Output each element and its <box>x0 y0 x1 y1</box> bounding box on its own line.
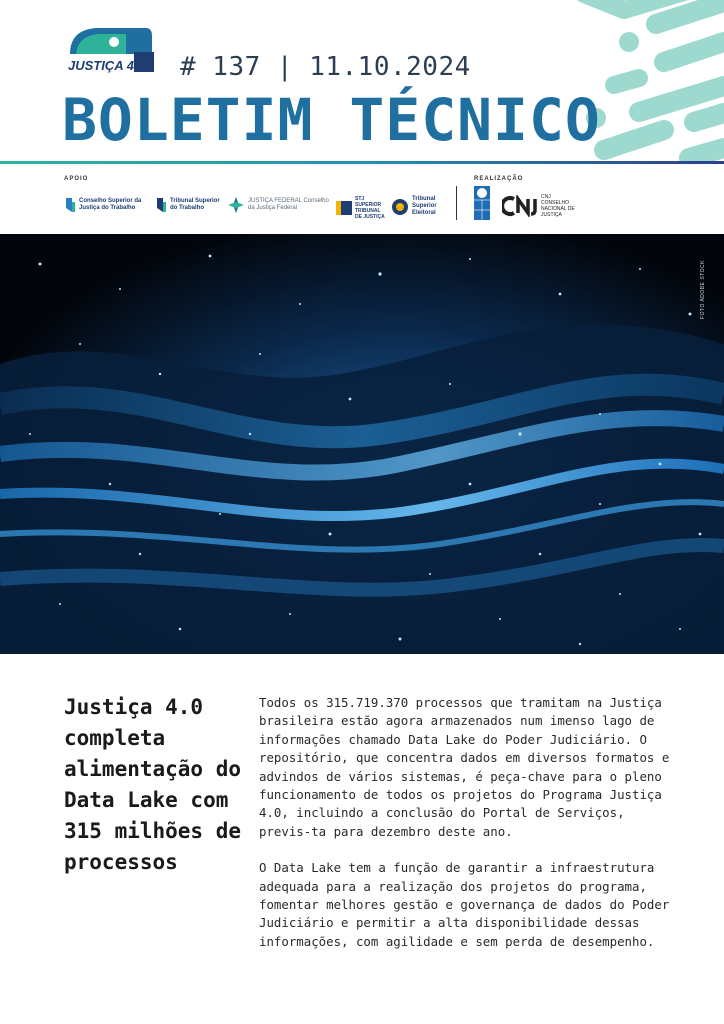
header <box>0 0 724 162</box>
pnud-logo-icon <box>474 186 490 220</box>
justica-logo <box>66 24 156 78</box>
sponsor-stj <box>336 196 386 220</box>
sponsors-bar <box>0 170 724 232</box>
sponsor-emblem-icon <box>336 199 352 217</box>
sponsor-tse <box>391 196 449 217</box>
logo-text: JUSTIÇA 4.0 <box>68 58 145 73</box>
cnj-logo-icon <box>502 195 538 217</box>
sponsor-label: Tribunal Superior do Trabalho <box>170 198 220 211</box>
article-body <box>259 694 683 969</box>
sponsor-emblem-icon <box>227 196 245 214</box>
sponsor-separator <box>456 186 457 220</box>
sponsor-cjf <box>227 196 331 214</box>
page-title: BOLETIM TÉCNICO <box>62 86 601 154</box>
realizacao-pnud <box>474 186 493 220</box>
hero-image <box>0 234 724 654</box>
sponsor-tst <box>155 196 227 214</box>
photo-credit: FOTO ADOBE STOCK <box>700 260 706 319</box>
realizacao-label: REALIZAÇÃO <box>474 176 524 182</box>
sponsor-label: STJ SUPERIOR TRIBUNAL DE JUSTIÇA <box>355 196 385 220</box>
sponsor-emblem-icon <box>155 196 167 214</box>
sponsor-label: JUSTIÇA FEDERAL Conselho da Justiça Federal <box>248 198 329 211</box>
sponsor-label: Conselho Superior da Justiça do Trabalho <box>79 198 142 211</box>
article-headline: Justiça 4.0 completa alimentação do Data Lake com 315 milhões de processos <box>64 695 242 874</box>
article-paragraph: Todos os 315.719.370 processos que tramitam na Justiça brasileira estão agora armazenados num imenso lago de informações chamado Data Lake do Poder Judiciário. O repositório, que concentra dados em diversos formatos e advindos de vários sistemas, é peça-chave para o pleno funcionamento de todos os projetos do Programa Justiça 4.0, incluindo a conclusão do Portal de Serviços, previs-ta para dezembro deste ano. <box>259 695 670 839</box>
cnj-label: CNJ CONSELHO NACIONAL DE JUSTIÇA <box>541 194 575 218</box>
sponsor-emblem-icon <box>391 198 409 216</box>
apoio-label: APOIO <box>64 176 89 182</box>
data-wave-illustration <box>0 234 724 654</box>
article-paragraph: O Data Lake tem a função de garantir a infraestrutura adequada para a realização dos projetos do programa, fomentar melhores gestão e governança de dados do Poder Judiciário e permitir a alta disponibilidade dessas informações, com agilidade e sem perda de desempenho. <box>259 860 670 949</box>
sponsor-label: Tribunal Superior Eleitoral <box>412 196 437 216</box>
sponsor-emblem-icon <box>64 196 76 214</box>
header-divider <box>0 161 724 164</box>
issue-number-date: # 137 | 11.10.2024 <box>180 52 471 82</box>
realizacao-cnj <box>502 194 577 218</box>
sponsor-csjt <box>64 196 152 214</box>
